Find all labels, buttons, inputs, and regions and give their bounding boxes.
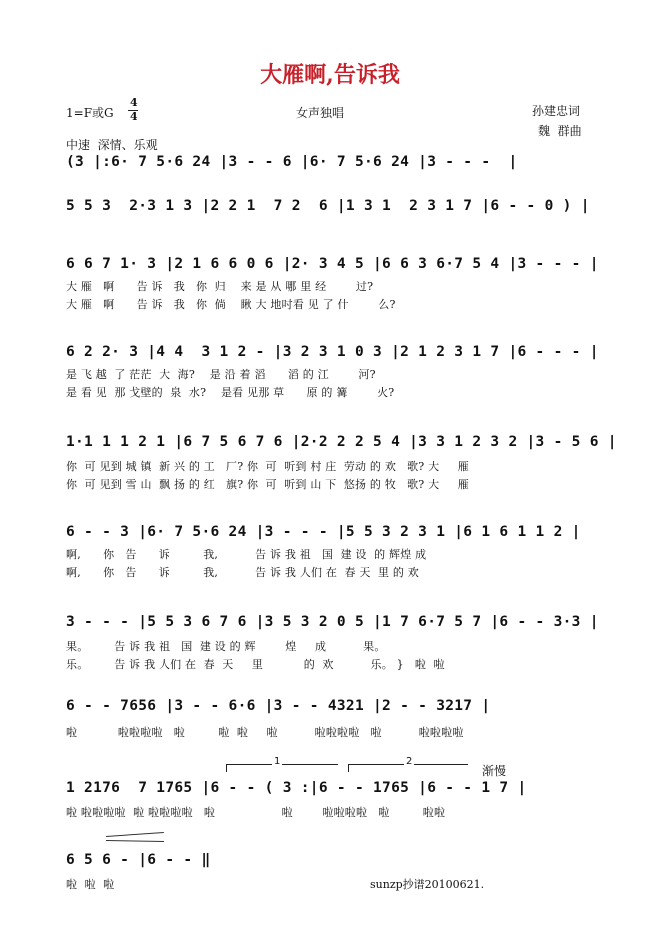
lyric-line-7a: 果。 告 诉 我 祖 国 建 设 的 辉 煌 成 果。 <box>66 640 386 653</box>
lyric-line-4a: 是 飞 越 了 茫茫 大 海? 是 沿 着 滔 滔 的 江 河? <box>66 368 376 381</box>
notation-line-4: 6 2 2· 3 |4 4 3 1 2 - |3 2 3 1 0 3 |2 1 2 3 1 7 |6 - - - | <box>66 344 599 360</box>
page-title: 大雁啊,告诉我 <box>260 62 400 88</box>
lyric-line-3a: 大 雁 啊 告 诉 我 你 归 来 是 从 哪 里 经 过? <box>66 280 374 293</box>
notation-line-3: 6 6 7 1· 3 |2 1 6 6 0 6 |2· 3 4 5 |6 6 3 6·7 5 4 |3 - - - | <box>66 256 599 272</box>
lyric-line-10: 啦 啦 啦 <box>66 878 115 891</box>
tempo-change: 渐慢 <box>482 764 507 778</box>
lyric-line-6a: 啊, 你 告 诉 我, 告 诉 我 祖 国 建 设 的 辉煌 成 <box>66 548 427 561</box>
notation-line-2: 5 5 3 2·3 1 3 |2 2 1 7 2 6 |1 3 1 2 3 1 7 |6 - - 0 ) | <box>66 198 590 214</box>
notation-line-10: 6 5 6 - |6 - - ‖ <box>66 852 211 868</box>
lyric-line-5b: 你 可 见到 雪 山 飘 扬 的 红 旗? 你 可 听到 山 下 悠扬 的 牧 歌? 大 雁 <box>66 478 469 491</box>
lyric-line-3b: 大 雁 啊 告 诉 我 你 倘 瞅 大 地吋看 见 了 什 么? <box>66 298 396 311</box>
decrescendo-hairpin-lower <box>106 840 164 842</box>
lyric-line-9: 啦 啦啦啦啦 啦 啦啦啦啦 啦 啦 啦啦啦啦 啦 啦啦 <box>66 806 446 819</box>
performer-note: 女声独唱 <box>296 106 345 120</box>
volta-number-2: 2 <box>406 756 413 767</box>
notation-line-9: 1 2176 7 1765 |6 - - ( 3 :|6 - - 1765 |6 - - 1 7 | <box>66 780 527 796</box>
tempo-marking: 中速 深情、乐观 <box>66 138 158 152</box>
notation-line-7: 3 - - - |5 5 3 6 7 6 |3 5 3 2 0 5 |1 7 6·7 5 7 |6 - - 3·3 | <box>66 614 599 630</box>
notation-line-6: 6 - - 3 |6· 7 5·6 24 |3 - - - |5 5 3 2 3 1 |6 1 6 1 1 2 | <box>66 524 581 540</box>
lyric-line-6b: 啊, 你 告 诉 我, 告 诉 我 人们 在 春 天 里 的 欢 <box>66 566 419 579</box>
time-signature-top: 4 <box>130 96 138 109</box>
lyric-line-4b: 是 看 见 那 戈壁的 泉 水? 是看 见那 草 原 的 篝 火? <box>66 386 395 399</box>
notation-line-8: 6 - - 7656 |3 - - 6·6 |3 - - 4321 |2 - - 3217 | <box>66 698 491 714</box>
key-signature: 1=F或G <box>66 106 114 120</box>
composer-credit: 魏 群曲 <box>538 124 582 138</box>
volta-bracket-1-tick <box>226 764 227 772</box>
decrescendo-hairpin-upper <box>106 832 164 837</box>
lyric-line-7b: 乐。 告 诉 我 人们 在 春 天 里 的 欢 乐。 } 啦 啦 <box>66 658 445 671</box>
time-signature-bottom: 4 <box>130 110 138 123</box>
notation-line-1: (3 |:6· 7 5·6 24 |3 - - 6 |6· 7 5·6 24 |3 - - - | <box>66 154 518 170</box>
volta-number-1: 1 <box>274 756 281 767</box>
lyricist-credit: 孙建忠词 <box>532 104 581 118</box>
transcriber-credit: sunzp抄谱20100621. <box>370 878 485 891</box>
volta-bracket-2-tick <box>348 764 349 772</box>
lyric-line-8: 啦 啦啦啦啦 啦 啦 啦 啦 啦啦啦啦 啦 啦啦啦啦 <box>66 726 464 739</box>
lyric-line-5a: 你 可 见到 城 镇 新 兴 的 工 厂? 你 可 听到 村 庄 劳动 的 欢 歌? 大 雁 <box>66 460 469 473</box>
notation-line-5: 1·1 1 1 2 1 |6 7 5 6 7 6 |2·2 2 2 5 4 |3 3 1 2 3 2 |3 - 5 6 | <box>66 434 617 450</box>
